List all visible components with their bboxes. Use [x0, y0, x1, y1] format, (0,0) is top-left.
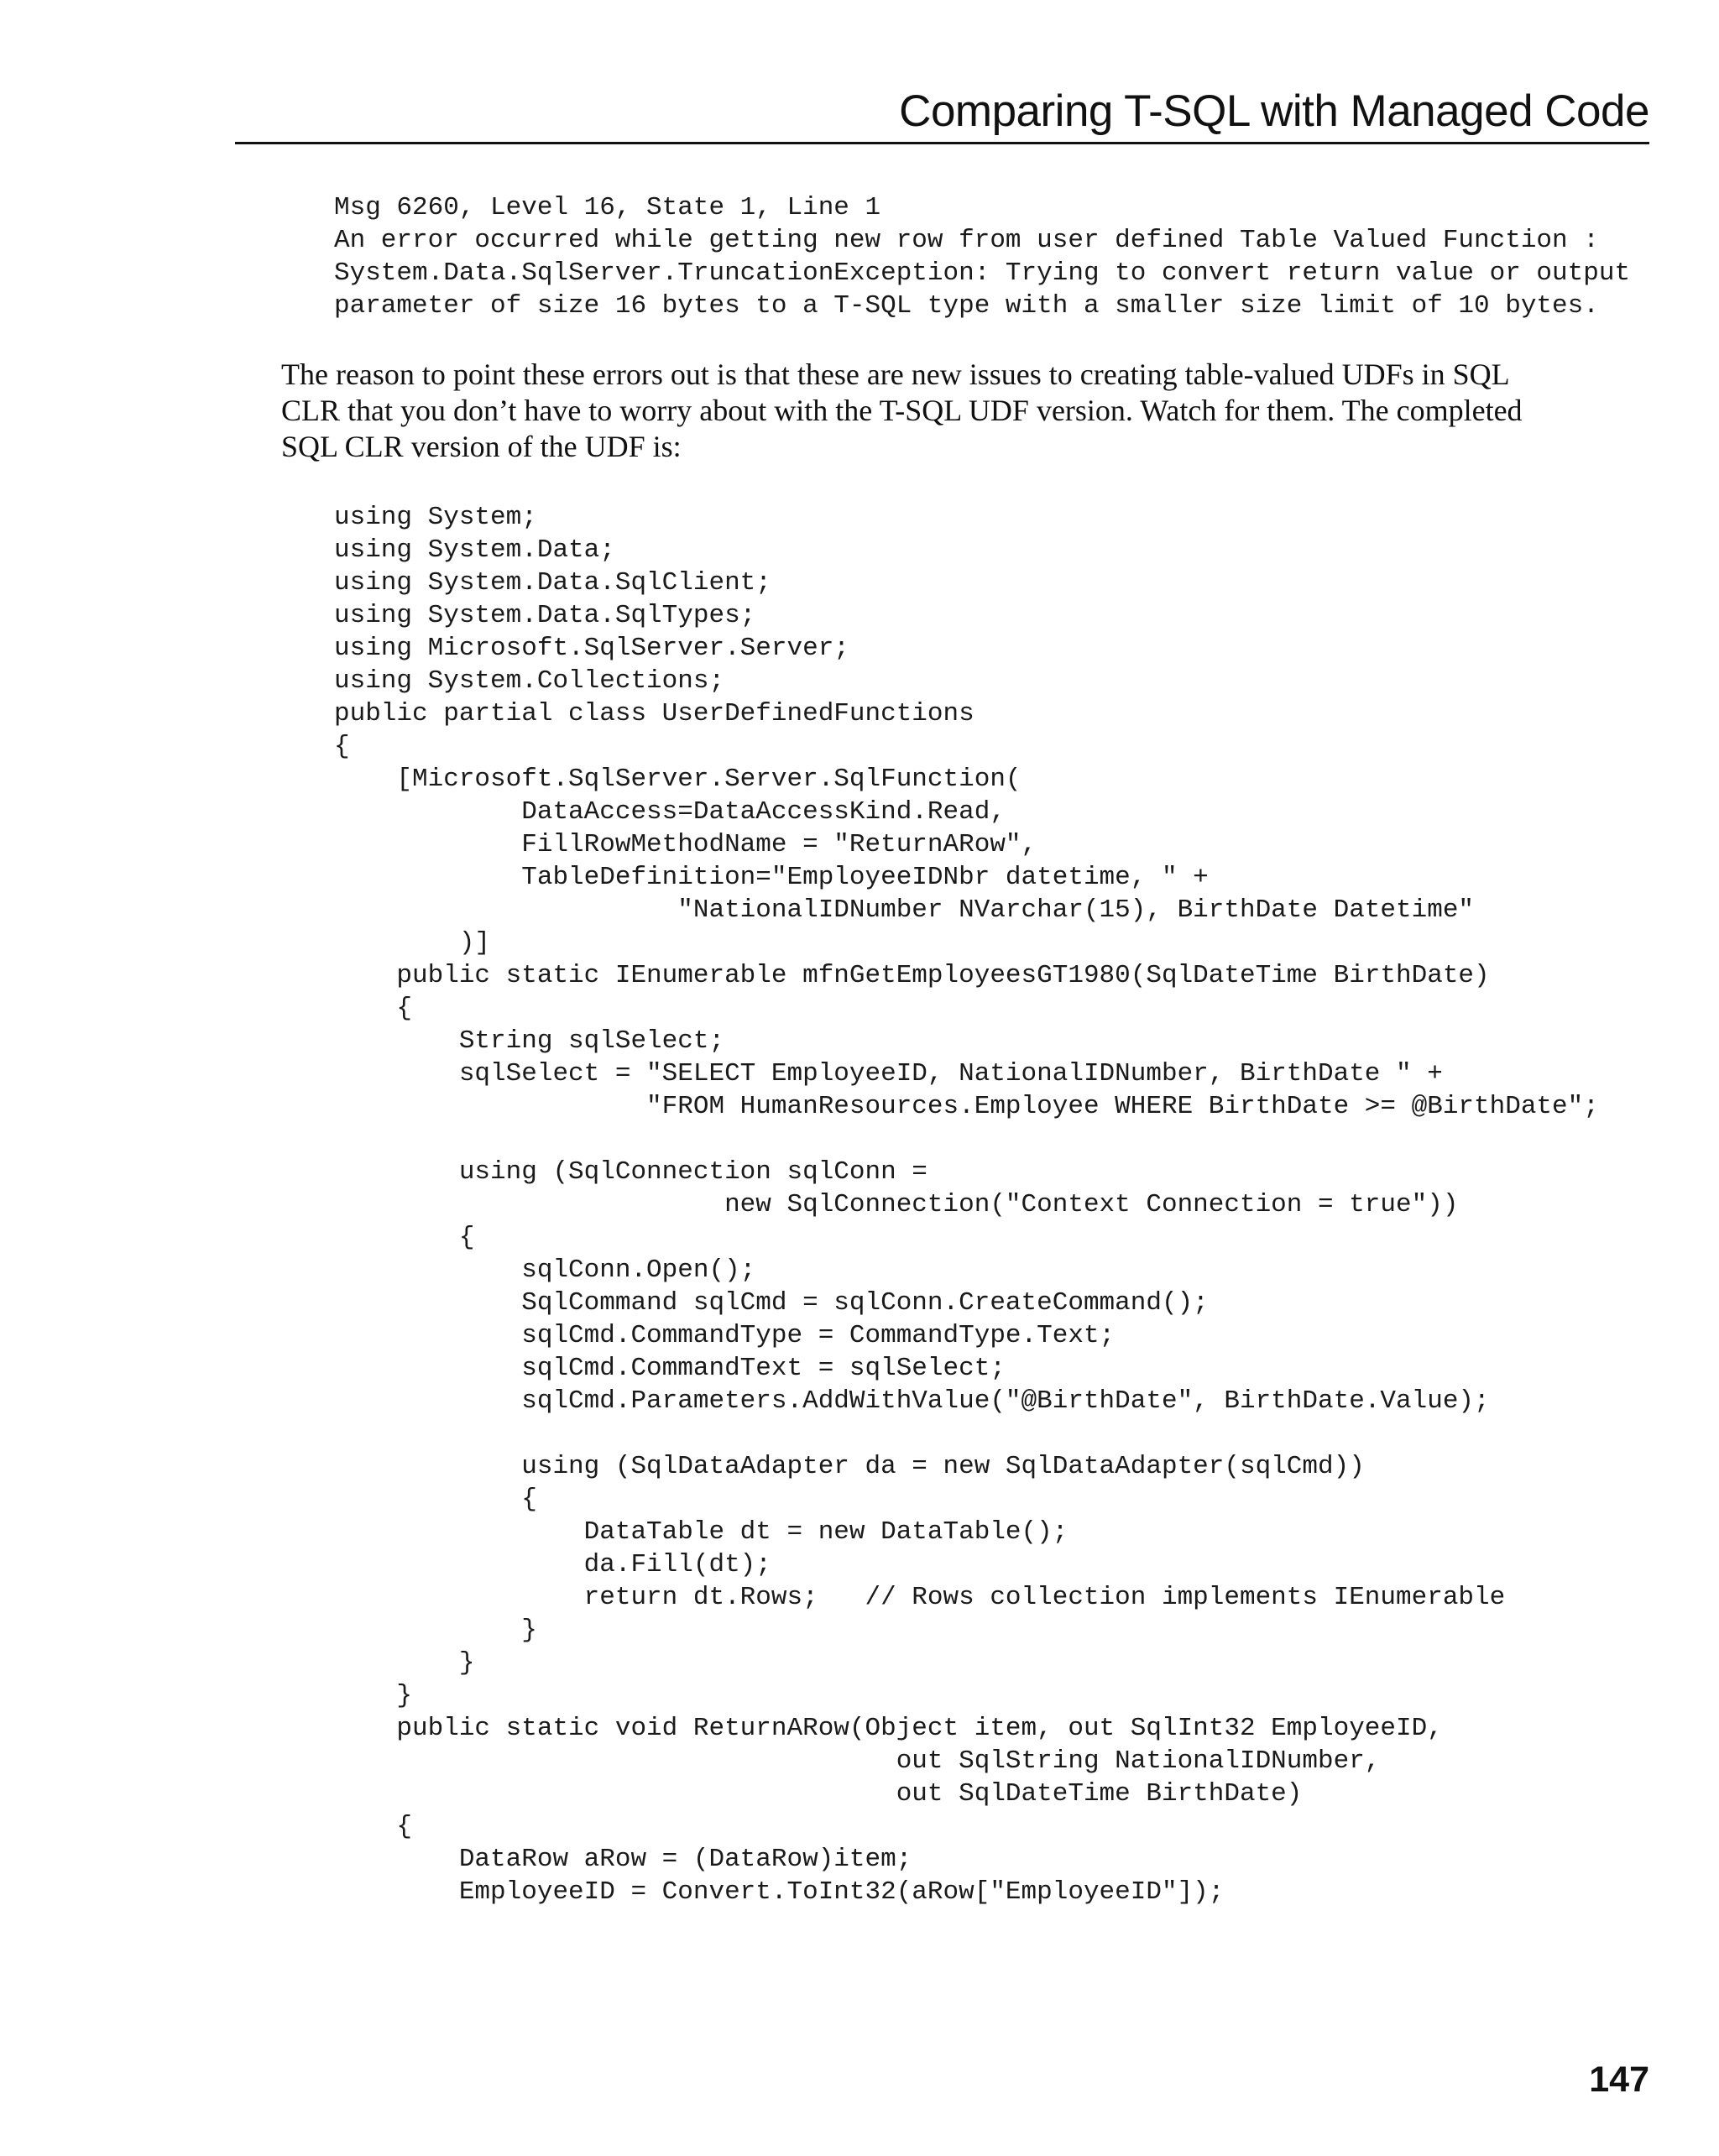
- code-line: "FROM HumanResources.Employee WHERE BirthDate >= @BirthDate";: [334, 1092, 1599, 1121]
- paragraph-line: SQL CLR version of the UDF is:: [281, 430, 682, 463]
- code-line: EmployeeID = Convert.ToInt32(aRow["EmployeeID"]);: [334, 1877, 1225, 1907]
- code-line: sqlConn.Open();: [334, 1255, 756, 1285]
- code-line: using (SqlDataAdapter da = new SqlDataAdapter(sqlCmd)): [334, 1452, 1365, 1481]
- code-line: [334, 1123, 1599, 1156]
- code-line: sqlCmd.CommandText = sqlSelect;: [334, 1354, 1006, 1383]
- code-line: }: [334, 1616, 537, 1645]
- body-paragraph: [281, 357, 1666, 465]
- code-line: public partial class UserDefinedFunctions: [334, 699, 974, 728]
- code-line: [334, 1417, 1599, 1450]
- code-listing: [334, 501, 1599, 1908]
- code-line: public static IEnumerable mfnGetEmployeesGT1980(SqlDateTime BirthDate): [334, 961, 1490, 990]
- code-line: SqlCommand sqlCmd = sqlConn.CreateCommand();: [334, 1288, 1209, 1318]
- code-line: "NationalIDNumber NVarchar(15), BirthDate Datetime": [334, 895, 1475, 925]
- code-line: using Microsoft.SqlServer.Server;: [334, 634, 849, 663]
- page-number: 147: [1589, 2059, 1649, 2100]
- paragraph-line: The reason to point these errors out is that these are new issues to creating table-valued UDFs in SQL: [281, 358, 1510, 391]
- code-line: }: [334, 1648, 475, 1678]
- code-line: )]: [334, 928, 491, 958]
- code-line: da.Fill(dt);: [334, 1550, 771, 1579]
- code-line: String sqlSelect;: [334, 1026, 725, 1056]
- code-line: FillRowMethodName = "ReturnARow",: [334, 830, 1037, 859]
- code-line: sqlCmd.Parameters.AddWithValue("@BirthDate", BirthDate.Value);: [334, 1386, 1490, 1416]
- code-line: }: [334, 1681, 413, 1710]
- code-line: using System.Collections;: [334, 666, 725, 696]
- code-line: [Microsoft.SqlServer.Server.SqlFunction(: [334, 765, 1021, 794]
- error-line: An error occurred while getting new row from user defined Table Valued Function :: [334, 226, 1599, 255]
- running-header: [235, 84, 1649, 144]
- code-line: DataRow aRow = (DataRow)item;: [334, 1845, 912, 1874]
- error-output-block: [334, 191, 1630, 322]
- code-line: sqlSelect = "SELECT EmployeeID, NationalIDNumber, BirthDate " +: [334, 1059, 1443, 1088]
- code-line: using System.Data;: [334, 535, 615, 565]
- error-line: parameter of size 16 bytes to a T-SQL type with a smaller size limit of 10 bytes.: [334, 291, 1599, 321]
- chapter-title: Comparing T-SQL with Managed Code: [899, 86, 1649, 136]
- code-line: {: [334, 1223, 475, 1252]
- code-line: sqlCmd.CommandType = CommandType.Text;: [334, 1321, 1116, 1350]
- error-line: System.Data.SqlServer.TruncationException: Trying to convert return value or output: [334, 258, 1631, 288]
- code-line: {: [334, 1812, 413, 1841]
- code-line: using System;: [334, 503, 537, 532]
- code-line: using (SqlConnection sqlConn =: [334, 1157, 927, 1187]
- code-line: TableDefinition="EmployeeIDNbr datetime, " +: [334, 863, 1209, 892]
- code-line: new SqlConnection("Context Connection = true")): [334, 1190, 1459, 1219]
- code-line: {: [334, 732, 350, 761]
- code-line: out SqlDateTime BirthDate): [334, 1779, 1303, 1809]
- code-line: out SqlString NationalIDNumber,: [334, 1746, 1381, 1776]
- code-line: using System.Data.SqlClient;: [334, 568, 771, 598]
- paragraph-line: CLR that you don’t have to worry about with the T-SQL UDF version. Watch for them. The completed: [281, 394, 1523, 427]
- error-line: Msg 6260, Level 16, State 1, Line 1: [334, 193, 881, 222]
- code-line: DataAccess=DataAccessKind.Read,: [334, 797, 1006, 827]
- code-line: return dt.Rows; // Rows collection implements IEnumerable: [334, 1583, 1506, 1612]
- code-line: using System.Data.SqlTypes;: [334, 601, 756, 630]
- code-line: DataTable dt = new DataTable();: [334, 1517, 1068, 1547]
- code-line: {: [334, 994, 413, 1023]
- code-line: {: [334, 1485, 537, 1514]
- code-line: public static void ReturnARow(Object item, out SqlInt32 EmployeeID,: [334, 1714, 1443, 1743]
